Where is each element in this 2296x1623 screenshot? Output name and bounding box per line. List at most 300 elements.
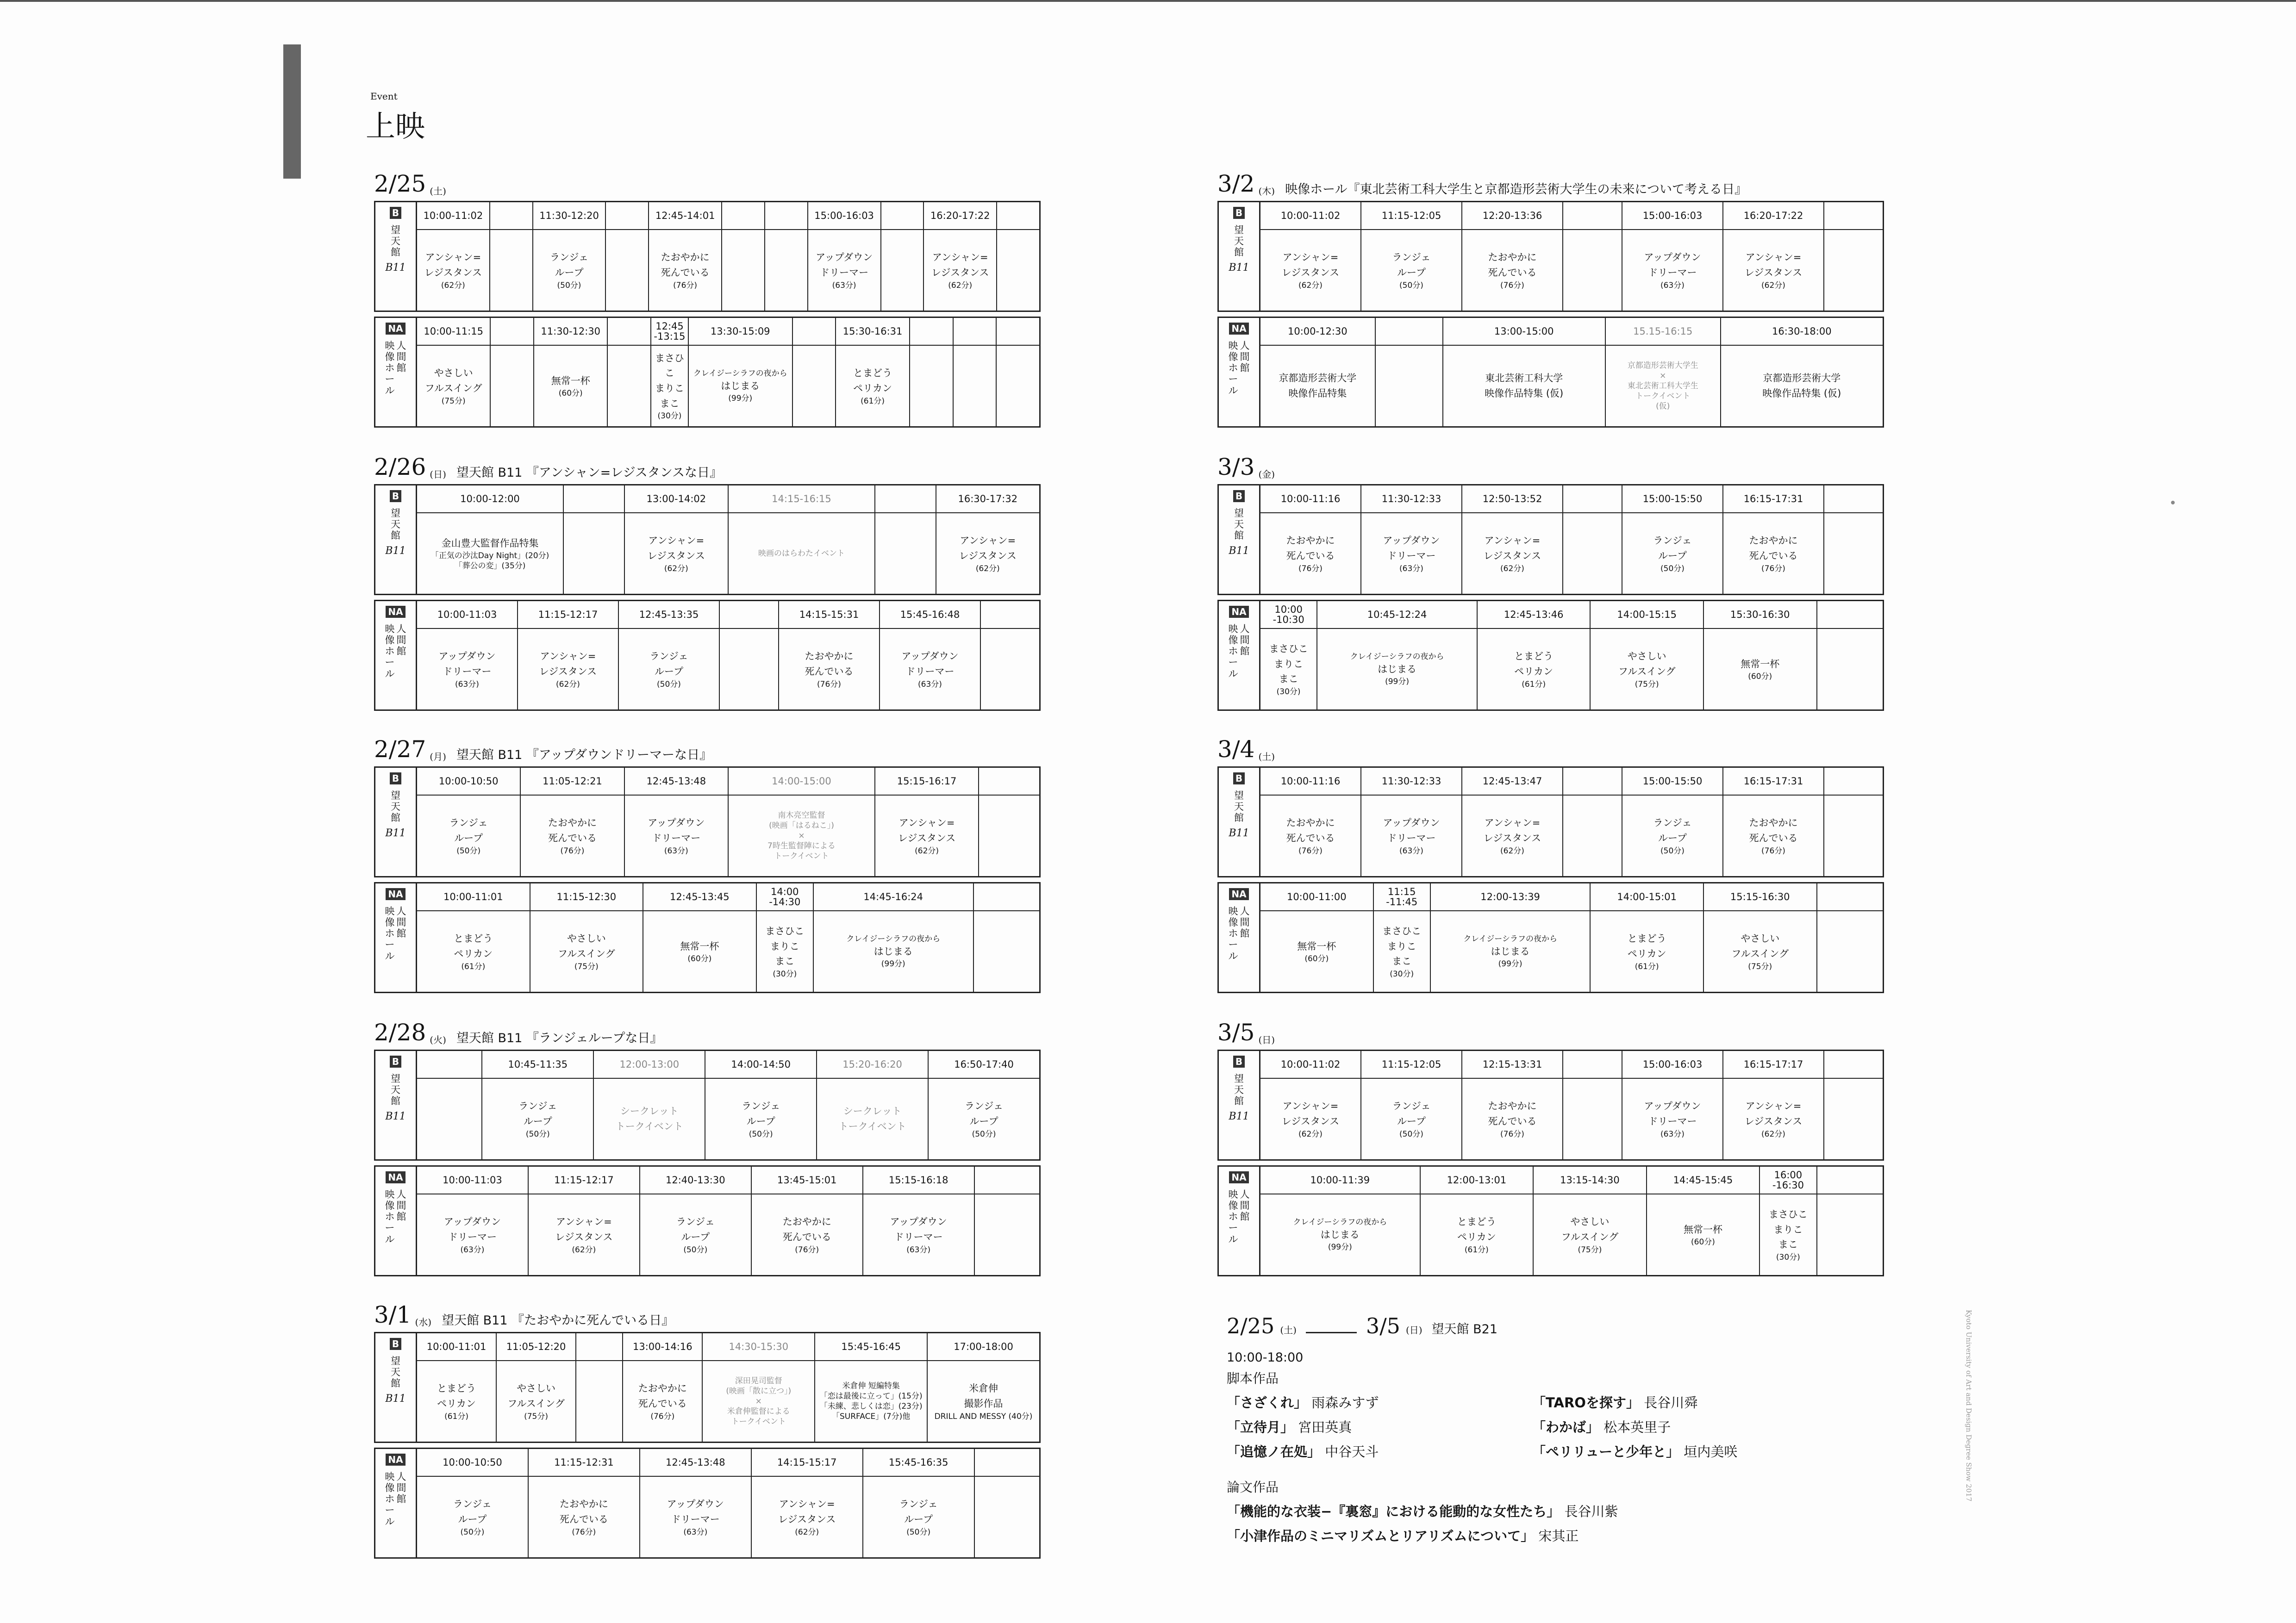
room-name-char: ー [1228,939,1238,951]
slot-body [417,1079,481,1159]
schedule-cells [1260,768,1883,876]
room-name-char: 館 [391,1095,400,1107]
room-name-char: 人 [1240,623,1250,634]
slot-time [997,202,1039,230]
slot-time: 16:15-17:31 [1723,768,1823,796]
slot-title-line: アップダウン [667,1499,724,1510]
day-block [374,1300,1041,1559]
slot-time: 15:15-16:30 [1704,883,1816,911]
empty-slot [875,485,936,594]
screening-slot [1462,1051,1563,1159]
day-weekday: (火) [430,1034,446,1045]
slot-time [1563,202,1622,230]
screening-slot [530,883,644,992]
slot-title-line: まこ [775,956,795,967]
slot-time: 16:30-18:00 [1721,318,1883,346]
room-label [375,485,417,594]
slot-time: 10:45-11:35 [482,1051,593,1079]
slot-title-line: ドリーマー [443,665,492,677]
slot-duration: (62分) [795,1527,819,1537]
room-name-char: 館 [1234,247,1244,258]
day-weekday: (金) [1258,469,1275,480]
day-weekday: (水) [415,1317,432,1328]
screening-slot [1723,1051,1824,1159]
day-header [374,1018,1041,1046]
slot-time: 11:05-12:20 [497,1333,575,1361]
slot-title-line: ドリーマー [671,1513,720,1525]
slot-body [981,629,1039,709]
screening-slot [1704,601,1817,709]
slot-duration: (76分) [795,1245,819,1255]
empty-slot [910,318,954,426]
slot-time: 10:45-12:24 [1317,601,1477,629]
slot-title-line: クレイジーシラフの夜から [846,934,941,944]
empty-slot [490,202,533,311]
slot-title-line: ランジェ [518,1101,557,1112]
slot-body [640,1194,751,1275]
slot-title-line: まさひこ [765,926,805,937]
room-label [1219,1167,1260,1275]
slot-body [1361,230,1461,311]
slot-duration: (63分) [1660,1129,1685,1139]
slot-title-line: ドリーマー [894,1231,943,1243]
room-name-char: 像 [385,1482,395,1494]
slot-body [608,346,650,426]
slot-title-line: まさひこ [1382,926,1422,937]
slot-time [1824,202,1883,230]
empty-slot [975,1167,1039,1275]
slot-time [1824,1051,1883,1079]
slot-title-line: たおやかに [638,1383,687,1394]
slot-time: 11:15-12:17 [518,601,618,629]
slot-time: 12:45-14:01 [649,202,721,230]
slot-time: 15:00-16:03 [1622,202,1722,230]
slot-body [1563,1079,1622,1159]
room-name-char: ル [1228,1233,1238,1245]
slot-duration: (50分) [557,280,581,290]
room-name-column [385,1189,395,1245]
room-label [1219,1051,1260,1159]
slot-body [1591,629,1703,709]
script-author: 雨森みすず [1311,1395,1379,1411]
empty-slot [1817,601,1883,709]
room-badge: NA [1229,888,1248,900]
slot-title-line: たおやかに [805,651,854,662]
slot-title-line: 米倉伸 短編特集 [842,1381,900,1391]
slot-title-line: ドリーマー [1648,1115,1697,1127]
thesis-title: 「機能的な衣装−『裏窓』における能動的な女性たち」 [1227,1504,1560,1519]
room-name-char: ー [385,1222,395,1234]
screening-slot [1361,485,1462,594]
screening-slot [863,1449,975,1557]
slot-time [1817,1167,1883,1194]
slot-title-line: ドリーマー [448,1231,497,1243]
room-note: B11 [385,1393,406,1405]
event-label: Event [370,91,398,102]
screening-slot [1443,318,1606,426]
slot-title-line: やさしい [1741,933,1780,945]
slot-body [417,1477,528,1557]
slot-body [924,230,996,311]
slot-body [757,911,813,992]
room-name [391,224,400,258]
screening-slot [729,768,875,876]
room-name-char: ル [1228,950,1238,962]
screening-slot [705,1051,817,1159]
slot-title-line: たおやかに [1286,817,1335,829]
slot-time [793,318,836,346]
slot-title-line: ループ [1658,832,1687,844]
slot-body [417,629,517,709]
room-name-char: 望 [391,1073,400,1084]
slot-time: 14:45-16:24 [814,883,973,911]
screening-slot [1361,768,1462,876]
slot-time [1376,318,1442,346]
slot-duration: (76分) [1761,846,1785,856]
day-header [1217,169,1884,197]
room-name-char: 人 [396,1471,406,1482]
schedule-cells [417,1333,1039,1442]
room-name-char: 館 [1234,1095,1244,1107]
slot-time: 15:30-16:30 [1704,601,1816,629]
room-name-column [385,623,395,679]
thesis-item [1227,1526,1810,1545]
screening-slot [936,485,1039,594]
slot-duration: (63分) [460,1245,485,1255]
screening-slot [1721,318,1883,426]
slot-body [417,346,490,426]
room-label [375,318,417,426]
slot-body [491,346,533,426]
room-label [375,1051,417,1159]
screening-slot [625,768,729,876]
room-row-b [374,1332,1041,1443]
room-name-char: ル [1228,668,1238,679]
screening-slot [1260,601,1317,709]
screening-slot [534,318,608,426]
slot-duration: (50分) [1660,846,1685,856]
room-name-char: 像 [385,917,395,928]
slot-title-line: アンシャン= [1745,1101,1802,1112]
day-theme: 望天館 B11 『アンシャン=レジスタンスな日』 [456,466,722,480]
screening-slot [814,883,974,992]
day-date: 3/3 [1217,454,1255,480]
slot-title-line: ループ [523,1115,552,1127]
slot-body [625,513,728,594]
day-date: 3/5 [1217,1019,1255,1046]
slot-title-line: ループ [655,665,683,677]
room-row-na [374,1448,1041,1559]
room-name-char: 映 [385,623,395,634]
slot-title-line: トークイベント [1635,392,1691,401]
room-row-na [374,600,1041,711]
slot-duration: (63分) [1399,564,1423,573]
slot-title-line: アンシャン= [648,535,705,547]
room-name-char: 館 [391,530,400,541]
slot-time: 11:15 -11:45 [1374,883,1430,911]
script-author: 宮田英真 [1298,1419,1352,1435]
thesis-category: 論文作品 [1227,1480,1279,1495]
slot-title-line: 死んでいる [638,1398,687,1409]
slot-title-line: 死んでいる [548,832,597,844]
slot-body [752,1194,862,1275]
slot-time: 15:00-16:03 [1622,1051,1722,1079]
slot-duration: (62分) [1500,564,1524,573]
slot-body [1723,1079,1823,1159]
day-header [1217,735,1884,763]
schedule-cells [417,601,1039,709]
slot-body [1260,911,1373,992]
slot-title-line: たおやかに [1488,1101,1537,1112]
screening-slot [417,1167,529,1275]
room-name-column [1234,1073,1244,1107]
screening-slot [703,1333,815,1442]
room-note: B11 [1229,1111,1249,1123]
slot-time [974,883,1039,911]
slot-duration: (75分) [574,962,599,971]
room-name-char: 間 [396,634,406,646]
slot-title-line: DRILL AND MESSY (40分) [934,1412,1033,1421]
slot-title-line: レジスタンス [1281,267,1340,278]
room-name [385,340,406,396]
room-name-column [391,790,400,823]
screening-slot [625,485,729,594]
slot-title-line: × [755,1396,762,1406]
slot-time: 11:30-12:30 [534,318,607,346]
room-badge: NA [386,323,405,335]
slot-title-line: ループ [1658,550,1687,561]
slot-title-line: ランジェ [1653,817,1692,829]
slot-body [594,1079,705,1159]
room-name-char: 人 [396,340,406,351]
slot-time: 10:00-11:01 [417,883,530,911]
slot-body [1563,513,1622,594]
room-name-char: 間 [1240,917,1250,928]
screening-slot [752,1449,863,1557]
thesis-author: 長谷川紫 [1564,1504,1618,1519]
room-name-column [1234,508,1244,541]
slot-body [1462,796,1562,876]
day-block [1217,453,1884,711]
slot-time: 12:50-13:52 [1462,485,1562,513]
slot-body [651,346,688,426]
room-name-column [397,1189,406,1245]
empty-slot [1817,883,1883,992]
slot-body [705,1079,816,1159]
screening-slot [640,1167,752,1275]
room-name-column [397,340,406,396]
room-name-char: ー [1228,657,1238,668]
day-date: 2/25 [374,170,426,197]
room-name-char: 館 [1240,362,1250,374]
slot-duration: (76分) [572,1527,596,1537]
room-name-char: ホ [1228,1211,1238,1223]
slot-body [1647,1194,1759,1275]
slot-title-line: 「未練、悲しくは恋」(23分) [819,1402,923,1411]
slot-time: 11:15-12:05 [1361,1051,1461,1079]
slot-title-line: ランジェ [1392,1101,1431,1112]
thesis-item [1227,1501,1810,1520]
slot-time [608,318,650,346]
room-name-column [385,1471,395,1527]
slot-body [997,230,1039,311]
slot-title-line: ペリカン [853,382,892,394]
slot-title-line: やさしい [567,933,606,945]
slot-time: 13:00-14:02 [625,485,728,513]
slot-time: 10:00-12:30 [1260,318,1375,346]
slot-title-line: アップダウン [1644,252,1701,263]
slot-body [910,346,953,426]
slot-time: 13:00-15:00 [1443,318,1605,346]
slot-duration: (62分) [1500,846,1524,856]
slot-time: 14:15-16:15 [729,485,874,513]
slot-duration: (76分) [1298,846,1323,856]
slot-body [649,230,721,311]
screening-slot [649,202,722,311]
slot-title-line: はじまる [1491,945,1530,957]
slot-duration: (76分) [560,846,585,856]
script-author: 中谷天斗 [1325,1444,1379,1460]
slot-time: 16:15-17:31 [1723,485,1823,513]
slot-body [1622,230,1722,311]
slot-body [836,346,909,426]
room-name-char: ホ [1228,646,1238,657]
slot-title-line: 無常一杯 [1297,940,1336,952]
slot-body [1376,346,1442,426]
slot-duration: (50分) [456,846,481,856]
slot-time: 12:45-13:48 [625,768,728,796]
slot-title-line: まりこ [1773,1224,1803,1235]
slot-body [1563,796,1622,876]
empty-slot [974,883,1039,992]
slot-title-line: 映像作品特集 [1288,388,1347,399]
screening-slot [1622,485,1723,594]
slot-title-line: レジスタンス [647,550,705,561]
slot-title-line: × [798,831,805,840]
room-row-b [374,201,1041,312]
slot-title-line: たおやかに [559,1499,608,1510]
day-date: 2/28 [374,1019,426,1046]
slot-body [1260,1079,1360,1159]
slot-body [689,346,792,426]
schedule-cells [417,485,1039,594]
room-name-column [1229,340,1238,396]
screening-slot [640,1449,752,1557]
slot-title-line: アンシャン= [1484,817,1541,829]
empty-slot [1817,1167,1883,1275]
screening-slot [417,485,564,594]
empty-slot [1824,485,1883,594]
slot-body [529,1477,639,1557]
slot-time: 14:00-15:15 [1591,601,1703,629]
schedule-cells [1260,485,1883,594]
slot-duration: (50分) [683,1245,708,1255]
slot-title-line: まりこ [655,382,684,394]
slot-title-line: レジスタンス [898,832,956,844]
slot-title-line: 南木亮空監督 [778,810,825,820]
exhibition-end-date: 3/5 [1366,1313,1400,1338]
slot-body [417,1361,496,1442]
screening-slot [757,883,814,992]
slot-body [518,629,618,709]
day-header [374,453,1041,480]
slot-title-line: とまどう [437,1383,476,1394]
slot-time: 16:20-17:22 [1723,202,1823,230]
slot-time: 12:40-13:30 [640,1167,751,1194]
room-name-char: 天 [391,801,400,813]
slot-title-line: アンシャン= [960,535,1016,547]
script-title: 「わかば」 [1532,1419,1600,1435]
room-name-char: 間 [396,351,406,363]
slot-body [765,230,807,311]
script-author: 松本英里子 [1603,1419,1671,1435]
slot-body [1721,346,1883,426]
room-name-char: 望 [1234,790,1244,801]
room-badge: B [1233,1056,1245,1068]
room-row-b [374,484,1041,595]
slot-title-line: 撮影作品 [964,1398,1003,1409]
slot-time: 11:30-12:33 [1361,768,1461,796]
day-date: 2/27 [374,736,426,763]
top-edge-line [0,0,2296,2]
empty-slot [1563,1051,1622,1159]
room-name-char: ー [385,1505,395,1516]
script-author: 垣内美咲 [1684,1444,1738,1460]
slot-title-line: 死んでいる [1286,550,1335,561]
room-name-char: 間 [396,917,406,928]
slot-title-line: 無常一杯 [1683,1224,1722,1235]
slot-duration: (76分) [1761,564,1785,573]
slot-body [875,796,978,876]
slot-title-line: 「恋は最後に立って」(15分) [819,1391,923,1401]
slot-body [417,911,530,992]
slot-title-line: フルスイング [557,948,615,959]
slot-duration: (50分) [1399,1129,1423,1139]
slot-time: 17:00-18:00 [928,1333,1039,1361]
room-note: B11 [385,827,406,839]
screening-slot [1534,1167,1647,1275]
slot-time: 11:15-12:30 [530,883,643,911]
slot-time [720,601,778,629]
slot-title-line: ペリカン [1627,948,1666,959]
slot-time: 10:00-11:02 [417,202,489,230]
room-name-char: 映 [1228,623,1238,634]
day-theme: 望天館 B11 『たおやかに死んでいる日』 [442,1313,674,1328]
slot-title-line: 無常一杯 [1741,658,1780,670]
room-row-b [1217,484,1884,595]
slot-time: 15:45-16:48 [880,601,980,629]
room-name-char: 館 [396,646,406,657]
room-name-char: ー [1228,1222,1238,1234]
room-name-char: 望 [391,1356,400,1367]
slot-body [530,911,643,992]
room-note: B11 [385,545,406,557]
slot-time [576,1333,622,1361]
slot-time: 11:05-12:21 [521,768,624,796]
slot-title-line: 映像作品特集 (仮) [1762,388,1841,399]
screening-slot [1462,768,1563,876]
script-item [1532,1393,1810,1412]
room-label [375,1333,417,1442]
slot-time [490,202,532,230]
room-name [391,508,400,541]
slot-title-line: ループ [904,1513,933,1525]
slot-time: 16:20-17:22 [924,202,996,230]
slot-title-line: 死んでいる [559,1513,608,1525]
slot-title-line: ループ [555,267,584,278]
day-theme: 望天館 B11 『ランジェループな日』 [456,1031,663,1045]
screening-slot [779,601,880,709]
